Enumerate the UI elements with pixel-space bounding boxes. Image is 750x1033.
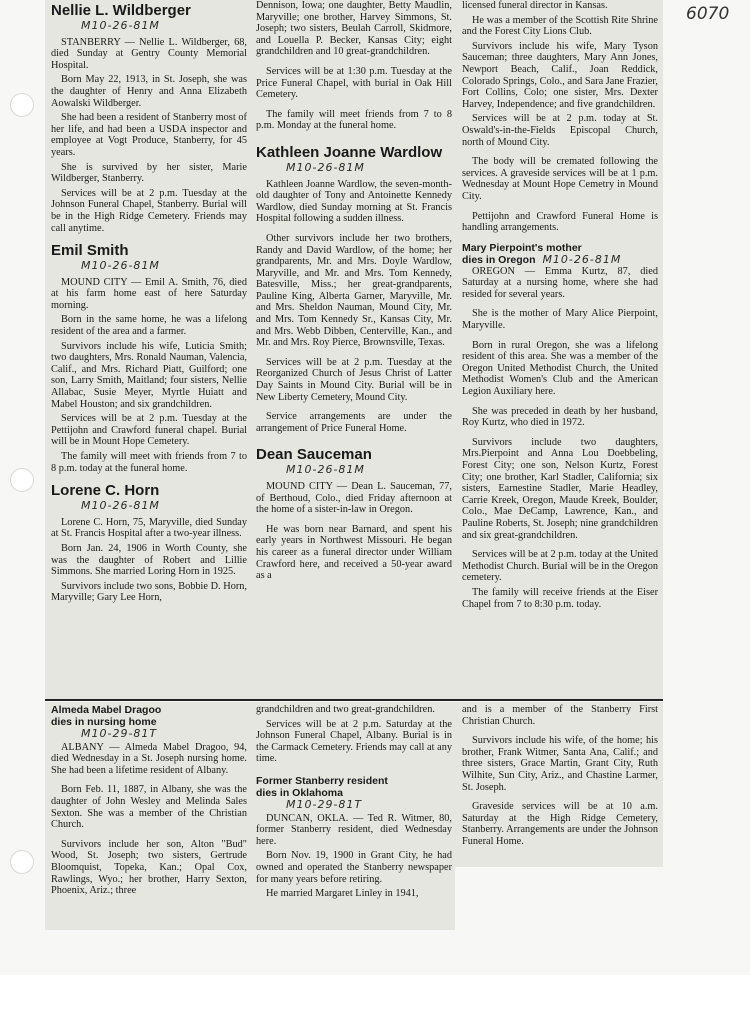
obit-paragraph: Survivors include her son, Alton "Bud" Wood, St. Joseph; two sisters, Gertrude Bloomquist, Topeka, Kan.; Opal Cox, Rawlings, Wyo.; her brother, Harry Sexton, Phoenix, Ariz.; three bbox=[51, 838, 247, 897]
obit-paragraph: Pettijohn and Crawford Funeral Home is handling arrangements. bbox=[462, 210, 658, 234]
obit-paragraph: grandchildren and two great-grandchildren. bbox=[256, 704, 435, 715]
obit-paragraph: He was born near Barnard, and spent his early years in Northwest Missouri. He began his career as a funeral director under William Crawford here, and received a 50-year award as a bbox=[256, 523, 452, 582]
obit-paragraph: Lorene C. Horn, 75, Maryville, died Sunday at St. Francis Hospital after a two-year illness. bbox=[51, 516, 247, 540]
obit-paragraph: Born in the same home, he was a lifelong resident of the area and a farmer. bbox=[51, 314, 247, 338]
obit-title: Emil Smith bbox=[51, 242, 129, 260]
obit-paragraph: He married Margaret Linley in 1941, bbox=[266, 888, 419, 900]
column-lower-3 bbox=[462, 704, 658, 851]
obit-paragraph: Kathleen Joanne Wardlow, the seven-month-old daughter of Tony and Antoinette Kennedy Wardlow, died Sunday morning at St. Francis Hospital following a sudden illness. bbox=[256, 178, 452, 225]
obit-headline: dies in Oklahoma bbox=[256, 786, 343, 799]
obit-paragraph: Other survivors include her two brothers, Randy and David Wardlow, of the home; her grandparents, Mr. and Mrs. Doyle Wardlow, Maryville, and Mr. and Mrs. Tom Kennedy, Batesville, Miss.; her great-grandparents, Pauline King, Alberta Garner, Maryville, Mr. and Mrs. Sheldon Nauman, Mound City, Mr. and Mrs. Tom Kennedy Sr., Kansas City, Mr. and Mrs. Webb Dibben, Centerville, Kan., and Mr. and Mrs. Roy Pierce, Brownsville, Texas. bbox=[256, 232, 452, 349]
obit-paragraph: Services will be at 2 p.m. Saturday at the Johnson Funeral Chapel, Albany. Burial is in the Carmack Cemetery. Friends may call at any time. bbox=[256, 718, 452, 765]
obit-paragraph: He was a member of the Scottish Rite Shrine and the Forest City Lions Club. bbox=[462, 14, 658, 38]
obit-paragraph: MOUND CITY — Dean L. Sauceman, 77, of Berthoud, Colo., died Friday afternoon at the home of a sister-in-law in Oregon. bbox=[256, 481, 452, 516]
obit-paragraph: She is survived by her sister, Marie Wildberger, Stanberry. bbox=[51, 161, 247, 185]
obit-paragraph: licensed funeral director in Kansas. bbox=[462, 0, 608, 11]
obit-paragraph: Services will be at 2 p.m. Tuesday at the Johnson Funeral Chapel, Stanberry. Burial will be in the High Ridge Cemetery. Friends may call anytime. bbox=[51, 187, 247, 234]
obit-paragraph: MOUND CITY — Emil A. Smith, 76, died at his farm home east of here Saturday morning. bbox=[51, 276, 247, 311]
column-1 bbox=[51, 0, 247, 607]
handwritten-date: M10-26-81M bbox=[81, 19, 160, 32]
obit-title: Dean Sauceman bbox=[256, 446, 372, 464]
obit-paragraph: Graveside services will be at 10 a.m. Saturday at the High Ridge Cemetery, Stanberry. Arrangements are under the Johnson Funeral Home. bbox=[462, 801, 658, 847]
obit-headline: Almeda Mabel Dragoo bbox=[51, 704, 162, 716]
obit-paragraph: She was preceded in death by her husband, Roy Kurtz, who died in 1972. bbox=[462, 405, 658, 429]
obit-paragraph: DUNCAN, OKLA. — Ted R. Witmer, 80, former Stanberry resident, died Wednesday here. bbox=[256, 812, 452, 847]
handwritten-date: M10-26-81M bbox=[81, 259, 160, 273]
binder-hole bbox=[10, 468, 34, 492]
obit-paragraph: Survivors include his wife, Luticia Smith; two daughters, Mrs. Ronald Nauman, Valencia, Calif., and Mrs. Richard Piatt, Guilford; one son, Larry Smith, Maitland; four sisters, Nellie Allabac, Susie Meyer, Myrtle Huiatt and Mabel Houston; and six grandchildren. bbox=[51, 340, 247, 410]
obit-headline bbox=[462, 254, 658, 266]
obit-paragraph: The family will meet friends from 7 to 8 p.m. Monday at the funeral home. bbox=[256, 108, 452, 132]
obit-paragraph: Born in rural Oregon, she was a lifelong resident of this area. She was a member of the Oregon United Methodist Church, the United Methodist Women's Club and the American Legion Auxiliary here. bbox=[462, 339, 658, 398]
obit-paragraph: Survivors include his wife, of the home; his brother, Frank Witmer, Santa Ana, Calif.; and three sisters, Grace Martin, Grant City, Ruth Wilhite, Sun City, Ariz., and Chastine Larmer, St. Joseph. bbox=[462, 735, 658, 793]
column-3 bbox=[462, 0, 658, 613]
handwritten-date: M10-29-81T bbox=[286, 797, 363, 811]
column-lower-1 bbox=[51, 704, 247, 900]
obit-paragraph: and is a member of the Stanberry First Christian Church. bbox=[462, 704, 658, 727]
obit-paragraph: She had been a resident of Stanberry most of her life, and had been a USDA inspector and employee at Vogt Produce, Stanberry, for 45 years. bbox=[51, 112, 247, 158]
handwritten-date: M10-29-81T bbox=[81, 727, 158, 740]
obit-paragraph: Survivors include his wife, Mary Tyson Sauceman; three daughters, Mary Ann Jones, Newport Beach, Calif., Joan Reddick, Colorado Springs, Colo., and Sara Jane Frazier, Fort Collins, Colo; one sister, Mrs. Dexter Harvey, Independence; and five grandchildren. bbox=[462, 40, 658, 110]
handwritten-date: M10-26-81M bbox=[286, 160, 365, 174]
obit-headline: Former Stanberry resident bbox=[256, 774, 388, 787]
obit-paragraph: Survivors include two daughters, Mrs.Pierpoint and Anna Lou Doebbeling, Forest City; one son, Nelson Kurtz, Forest City; one brother, Karl Stadler, California; six sisters, Earnestine Stadler, Marie Headley, Carrie Kreek, Oregon, Maude Kreek, Boulder, Colo., Mae DeCamp, Lawrence, Kan., and Pauline Roberts, St. Joseph; nine grandchildren and six great-grandchildren. bbox=[462, 436, 658, 541]
obit-paragraph: The family will meet with friends from 7 to 8 p.m. today at the funeral home. bbox=[51, 451, 247, 474]
obit-paragraph: Survivors include two sons, Bobbie D. Horn, Maryville; Gary Lee Horn, bbox=[51, 580, 247, 604]
obit-paragraph: She is the mother of Mary Alice Pierpoint, Maryville. bbox=[462, 308, 658, 332]
obit-paragraph: Services will be at 1:30 p.m. Tuesday at the Price Funeral Chapel, with burial in Oak Hill Cemetery. bbox=[256, 65, 452, 101]
handwritten-date: M10-26-81M bbox=[542, 252, 622, 266]
obit-paragraph: Born May 22, 1913, in St. Joseph, she was the daughter of Henry and Anna Elizabeth Aowalski Wildberger. bbox=[51, 74, 247, 109]
obit-headline: dies in nursing home bbox=[51, 716, 157, 728]
obit-paragraph: Services will be at 2 p.m. today at St. Oswald's-in-the-Fields Episcopal Church, north of Mound City. bbox=[462, 113, 658, 148]
binder-hole bbox=[10, 850, 34, 874]
page-number: 6070 bbox=[686, 4, 730, 24]
obit-headline: Mary Pierpoint's mother bbox=[462, 241, 582, 254]
obit-paragraph: Services will be at 2 p.m. Tuesday at the Reorganized Church of Jesus Christ of Latter Day Saints in Mound City. Burial will be in New Liberty Cemetery, Mound City. bbox=[256, 356, 452, 403]
handwritten-date: M10-26-81M bbox=[81, 499, 160, 513]
obit-paragraph: Services will be at 2 p.m. Tuesday at the Pettijohn and Crawford funeral chapel. Burial will be in Mount Hope Cemetery. bbox=[51, 413, 247, 448]
obit-paragraph: Born Jan. 24, 1906 in Worth County, she was the daughter of Robert and Lillie Simmons. She married Loring Horn in 1925. bbox=[51, 542, 247, 578]
column-lower-2 bbox=[256, 704, 452, 903]
obit-paragraph: STANBERRY — Nellie L. Wildberger, 68, died Sunday at Gentry County Memorial Hospital. bbox=[51, 36, 247, 71]
obit-paragraph: ALBANY — Almeda Mabel Dragoo, 94, died Wednesday in a St. Joseph nursing home. She had been a lifetime resident of Albany. bbox=[51, 741, 247, 776]
obit-title: Lorene C. Horn bbox=[51, 482, 160, 500]
obit-paragraph: Born Feb. 11, 1887, in Albany, she was the daughter of John Wesley and Melinda Sales Sexton. She was a member of the Christian Church. bbox=[51, 784, 247, 831]
obit-headline-text: dies in Oregon bbox=[462, 253, 536, 266]
obit-paragraph: Born Nov. 19, 1900 in Grant City, he had owned and operated the Stanberry newspaper for many years before retiring. bbox=[256, 850, 452, 885]
obit-paragraph: OREGON — Emma Kurtz, 87, died Saturday at a nursing home, where she had resided for several years. bbox=[462, 265, 658, 300]
obit-paragraph: Services will be at 2 p.m. today at the United Methodist Church. Burial will be in the Oregon cemetery. bbox=[462, 549, 658, 584]
obit-paragraph: Service arrangements are under the arrangement of Price Funeral Home. bbox=[256, 411, 452, 434]
column-2 bbox=[256, 0, 452, 585]
obit-paragraph: The family will receive friends at the Eiser Chapel from 7 to 8:30 p.m. today. bbox=[462, 586, 658, 610]
handwritten-date: M10-26-81M bbox=[286, 463, 365, 477]
obit-title: Kathleen Joanne Wardlow bbox=[256, 143, 443, 161]
binder-hole bbox=[10, 93, 34, 117]
divider-rule bbox=[45, 699, 663, 701]
obit-paragraph: Dennison, Iowa; one daughter, Betty Maudlin, Maryville; one brother, Harvey Simmons, St. Joseph; two sisters, Beulah Carroll, Skidmore, and Louella P. Becker, Kansas City; eight grandchildren and 10 great-grandchildren. bbox=[256, 0, 452, 58]
obit-title: Nellie L. Wildberger bbox=[51, 2, 191, 19]
obit-paragraph: The body will be cremated following the services. A graveside services will be at 1 p.m. Wednesday at Mount Hope Cemetry in Mound City. bbox=[462, 156, 658, 202]
